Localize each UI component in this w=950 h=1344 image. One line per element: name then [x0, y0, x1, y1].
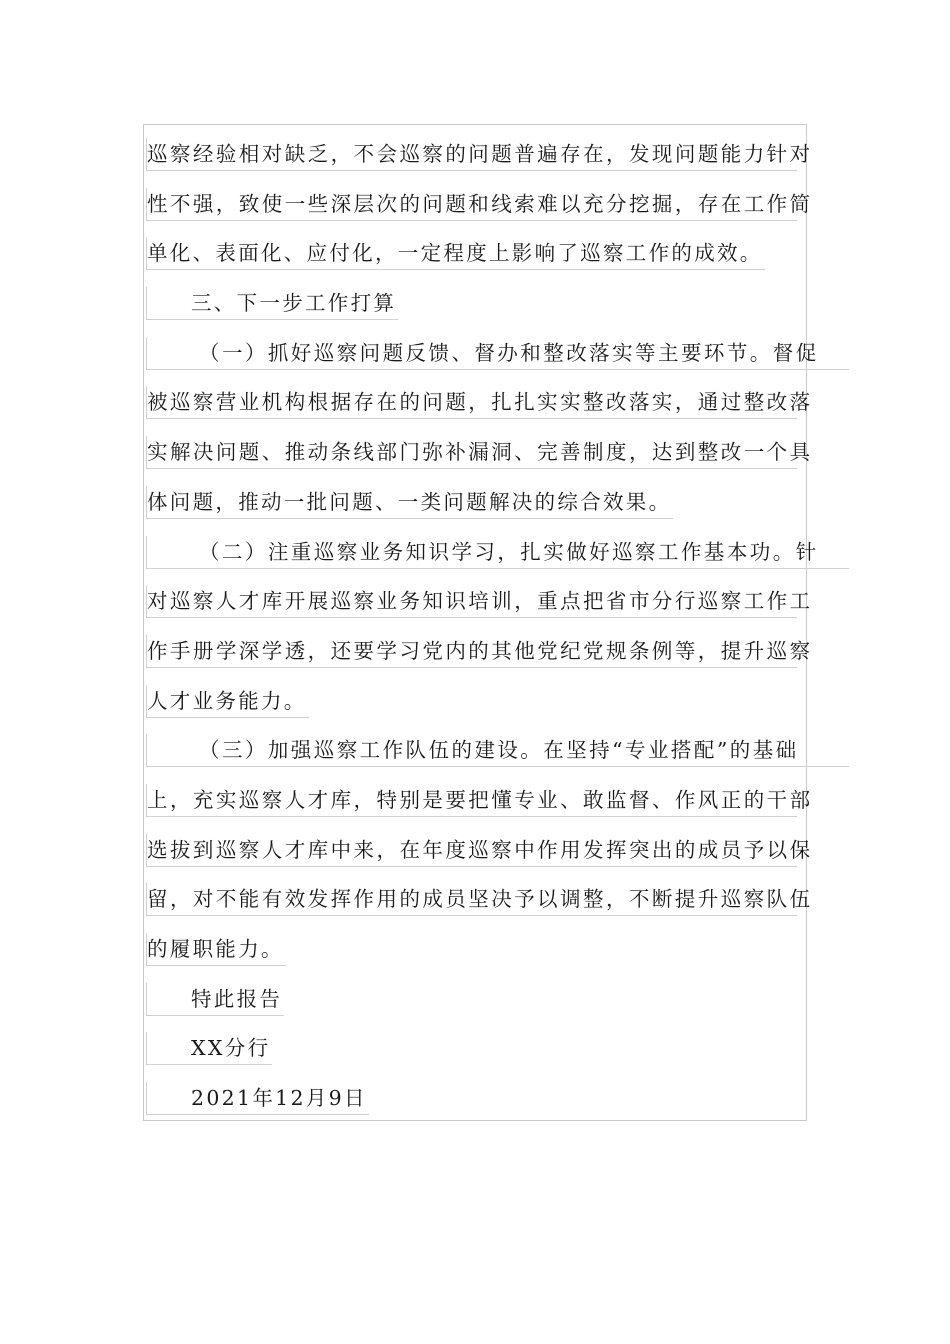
paragraph-line: 体问题，推动一批问题、一类问题解决的综合效果。	[146, 486, 673, 519]
text-line	[146, 378, 813, 428]
date-line: 2021年12月9日	[146, 1082, 369, 1115]
paragraph-line: （三）加强巡察工作队伍的建设。在坚持“专业搭配”的基础	[146, 734, 849, 767]
paragraph-line: 性不强，致使一些深层次的问题和线索难以充分挖掘，存在工作简	[146, 188, 797, 221]
text-line	[146, 627, 813, 677]
text-line	[146, 577, 813, 627]
text-line	[146, 478, 796, 528]
text-line	[146, 229, 796, 279]
paragraph-line: 的履职能力。	[146, 933, 286, 966]
paragraph-line: 上，充实巡察人才库，特别是要把懂专业、敢监督、作风正的干部	[146, 784, 797, 817]
text-line	[146, 975, 796, 1025]
document-body	[146, 130, 819, 1124]
paragraph-line: 留，对不能有效发挥作用的成员坚决予以调整，不断提升巡察队伍	[146, 883, 797, 916]
text-line	[146, 776, 813, 826]
paragraph-line: （二）注重巡察业务知识学习，扎实做好巡察工作基本功。针	[146, 536, 849, 569]
closing-line: 特此报告	[146, 983, 284, 1016]
text-line	[146, 677, 796, 727]
text-line	[146, 1074, 796, 1124]
text-line	[146, 528, 819, 578]
text-line	[146, 428, 813, 478]
text-line	[146, 1024, 796, 1074]
paragraph-line: 被巡察营业机构根据存在的问题，扎扎实实整改落实，通过整改落	[146, 386, 797, 419]
signature-line: XX分行	[146, 1032, 272, 1065]
text-line	[146, 726, 799, 776]
paragraph-line: 对巡察人才库开展巡察业务知识培训，重点把省市分行巡察工作工	[146, 585, 797, 618]
paragraph-line: 人才业务能力。	[146, 685, 309, 718]
text-line	[146, 279, 796, 329]
paragraph-line: 作手册学深学透，还要学习党内的其他党纪党规条例等，提升巡察	[146, 635, 797, 668]
text-line	[146, 180, 813, 230]
text-line	[146, 329, 819, 379]
text-line	[146, 826, 813, 876]
paragraph-line: 巡察经验相对缺乏，不会巡察的问题普遍存在，发现问题能力针对	[146, 138, 797, 171]
paragraph-line: 单化、表面化、应付化，一定程度上影响了巡察工作的成效。	[146, 237, 765, 270]
paragraph-line: （一）抓好巡察问题反馈、督办和整改落实等主要环节。督促	[146, 337, 849, 370]
text-line	[146, 925, 796, 975]
paragraph-line: 实解决问题、推动条线部门弥补漏洞、完善制度，达到整改一个具	[146, 436, 797, 469]
text-line	[146, 875, 813, 925]
section-heading: 三、下一步工作打算	[146, 287, 398, 320]
text-line	[146, 130, 813, 180]
paragraph-line: 选拔到巡察人才库中来，在年度巡察中作用发挥突出的成员予以保	[146, 834, 797, 867]
